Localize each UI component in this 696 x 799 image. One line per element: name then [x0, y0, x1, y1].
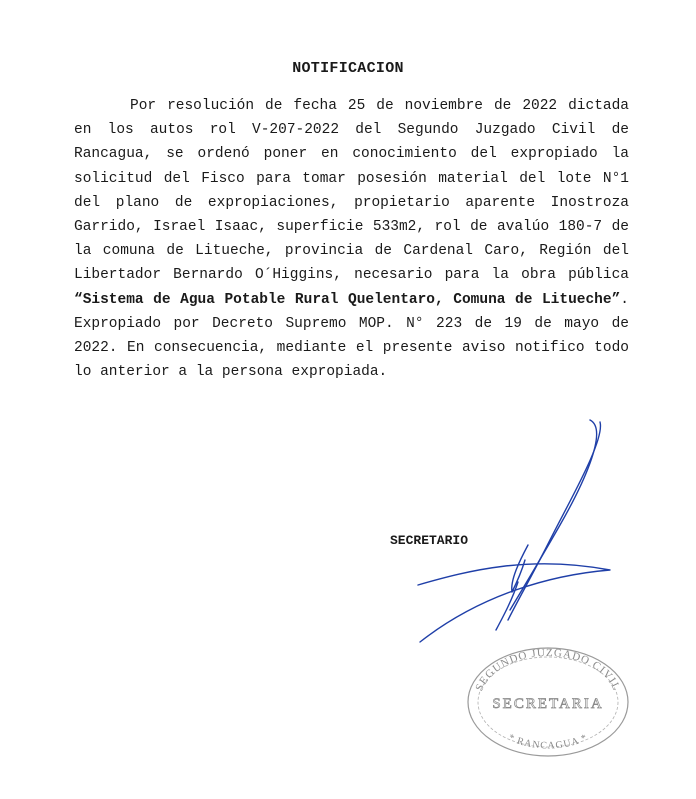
body-text-part2: . Expropiado por Decreto Supremo MOP. N° 223 de 19 de mayo de 2022. En consecuencia, mediante el presente aviso notifico todo lo anterior a la persona expropiada.	[74, 291, 629, 381]
document-title: NOTIFICACION	[292, 60, 404, 77]
court-stamp	[458, 640, 638, 760]
notification-body	[74, 94, 629, 384]
svg-text:* RANCAGUA *	[506, 732, 589, 751]
svg-text:SEGUNDO JUZGADO CIVIL	[473, 647, 622, 693]
body-text-part1: Por resolución de fecha 25 de noviembre de 2022 dictada en los autos rol V-207-2022 del Segundo Juzgado Civil de Rancagua, se ordenó poner en conocimiento del expropiado la solicitud del Fisco para tomar posesión material del lote N°1 del plano de expropiaciones, propietario aparente Inostroza Garrido, Israel Isaac, superficie 533m2, rol de avalúo 180-7 de la comuna de Litueche, provincia de Cardenal Caro, Región del Libertador Bernardo O´Higgins, necesario para la obra pública	[74, 98, 629, 284]
handwritten-signature	[400, 410, 630, 650]
project-name: “Sistema de Agua Potable Rural Quelentaro, Comuna de Litueche”	[74, 291, 621, 308]
stamp-top-text: SEGUNDO JUZGADO CIVIL	[473, 646, 623, 693]
body-paragraph	[74, 94, 629, 384]
signatory-role: SECRETARIO	[390, 533, 469, 548]
stamp-center-text: SECRETARIA	[492, 696, 604, 712]
stamp-bottom-text: * RANCAGUA *	[506, 732, 590, 752]
